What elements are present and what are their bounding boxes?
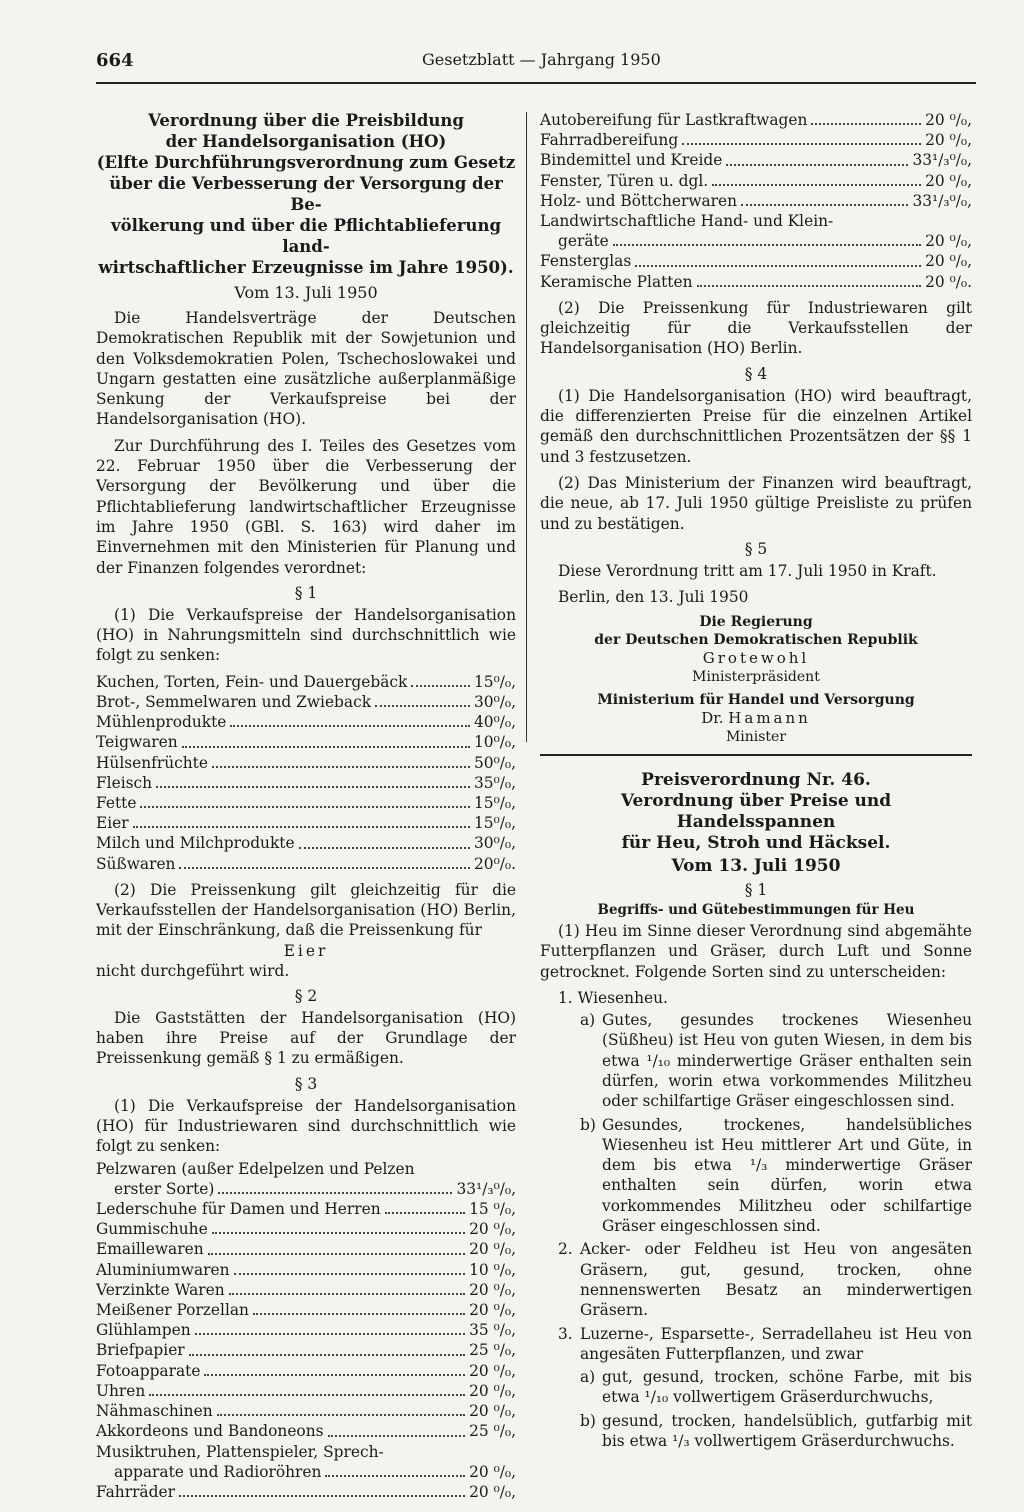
signatory-role: Minister (725, 729, 787, 746)
list-item: Brot-, Semmelwaren und Zwieback 30⁰/₀, (96, 692, 516, 711)
list-item: Aluminiumwaren 10 ⁰/₀, (96, 1260, 516, 1279)
section-heading: § 1 (294, 583, 318, 602)
section-heading: § 4 (744, 364, 768, 383)
signatory-body: der Deutschen Demokratischen Republik (594, 632, 918, 649)
list-item: Musiktruhen, Plattenspieler, Sprech- (96, 1442, 384, 1461)
food-price-list (96, 672, 516, 874)
list-item: Eier 15⁰/₀, (96, 814, 516, 833)
list-item: Verzinkte Waren 20 ⁰/₀, (96, 1280, 516, 1299)
list-item: Emaillewaren 20 ⁰/₀, (96, 1240, 516, 1259)
signatory-name: Grotewohl (702, 649, 810, 668)
section-divider (540, 754, 972, 756)
list-item: Landwirtschaftliche Hand- und Klein- (540, 212, 834, 231)
right-column (540, 110, 972, 747)
list-item: Lederschuhe für Damen und Herren 15 ⁰/₀, (96, 1200, 516, 1219)
list-item: b) Gesundes, trockenes, handelsübliches Wiesenheu ist Heu mittlerer Art und Güte, in dem bis etwa ¹/₃ minderwertige Gräser enthalten sein dürfen, worin etwa vorkommendes Militzheu oder schilfartige Gräser eingeschlossen sind. (580, 1115, 972, 1236)
section-heading: § 2 (294, 986, 318, 1005)
list-item: Fahrradbereifung 20 ⁰/₀, (540, 131, 972, 150)
section-paragraph: (2) Die Preissenkung gilt gleichzeitig für die Verkaufsstellen der Handelsorganisation (HO) Berlin, mit der Einschränkung, daß die Preissenkung für (96, 880, 516, 940)
section-heading: § 5 (744, 539, 768, 558)
list-item: Fenster, Türen u. dgl. 20 ⁰/₀, (540, 171, 972, 190)
preamble-paragraph: Die Handelsverträge der Deutschen Demokratischen Republik mit der Sowjetunion und den Volksdemokratien Polen, Tschechoslowakei und Ungarn gestatten eine zusätzliche außerplanmäßige Senkung der Verkaufspreise bei der Handelsorganisation (HO). (96, 309, 516, 429)
signatory-body: Die Regierung (699, 614, 813, 631)
list-item: Pelzwaren (außer Edelpelzen und Pelzen (96, 1159, 415, 1178)
list-item: Milch und Milchprodukte 30⁰/₀, (96, 834, 516, 853)
place-date: Berlin, den 13. Juli 1950 (558, 588, 749, 607)
list-item: Mühlenprodukte 40⁰/₀, (96, 713, 516, 732)
list-item: Briefpapier 25 ⁰/₀, (96, 1341, 516, 1360)
list-item: Glühlampen 35 ⁰/₀, (96, 1321, 516, 1340)
ordinance-title-line: der Handelsorganisation (HO) (165, 132, 447, 151)
ordinance-title-line: (Elfte Durchführungsverordnung zum Gesetz (96, 153, 516, 172)
list-item: Meißener Porzellan 20 ⁰/₀, (96, 1301, 516, 1320)
list-item: apparate und Radioröhren 20 ⁰/₀, (114, 1462, 516, 1481)
section-paragraph: (2) Die Preissenkung für Industriewaren gilt gleichzeitig für die Verkaufsstellen der Handelsorganisation (HO) Berlin. (540, 298, 972, 358)
list-item: Fahrräder 20 ⁰/₀, (96, 1482, 516, 1501)
list-item: 3. Luzerne-, Esparsette-, Serradellaheu ist Heu von angesäten Futterpflanzen, und zwar (558, 1324, 972, 1363)
list-item: Holz- und Böttcherwaren 33¹/₃⁰/₀, (540, 191, 972, 210)
list-item: Kuchen, Torten, Fein- und Dauergebäck 15⁰/₀, (96, 672, 516, 691)
list-item: Hülsenfrüchte 50⁰/₀, (96, 753, 516, 772)
running-title: Gesetzblatt — Jahrgang 1950 (422, 50, 661, 69)
list-item: Keramische Platten 20 ⁰/₀. (540, 272, 972, 291)
signature-block (540, 613, 972, 747)
list-item: Teigwaren 10⁰/₀, (96, 733, 516, 752)
section-heading: § 3 (294, 1074, 318, 1093)
ordinance-title-line: völkerung und über die Pflichtablieferung land- (111, 216, 501, 256)
section-paragraph: Die Gaststätten der Handelsorganisation (HO) haben ihre Preise auf der Grundlage der Preissenkung gemäß § 1 zu ermäßigen. (96, 1008, 516, 1068)
section-paragraph: (1) Heu im Sinne dieser Verordnung sind abgemähte Futterpflanzen und Gräser, durch Luft und Sonne getrocknet. Folgende Sorten sind zu unterscheiden: (540, 922, 972, 981)
list-item: geräte 20 ⁰/₀, (558, 232, 972, 251)
ordinance-title-line: für Heu, Stroh und Häcksel. (621, 833, 891, 853)
ordinance-date: Vom 13. Juli 1950 (671, 856, 841, 876)
list-item: 2. Acker- oder Feldheu ist Heu von angesäten Gräsern, gut, gesund, trocken, ohne nennenswerten Besatz an minderwertigen Gräsern. (558, 1240, 972, 1320)
section-heading: § 1 (744, 881, 768, 899)
exception-item: Eier (283, 941, 329, 960)
list-item: Fette 15⁰/₀, (96, 793, 516, 812)
list-item: Autobereifung für Lastkraftwagen 20 ⁰/₀, (540, 111, 972, 129)
ordinance-title-line: Verordnung über die Preisbildung (148, 111, 464, 130)
signatory-body: Ministerium für Handel und Versorgung (597, 692, 915, 709)
section-paragraph: (2) Das Ministerium der Finanzen wird beauftragt, die neue, ab 17. Juli 1950 gültige Preisliste zu prüfen und zu bestätigen. (540, 473, 972, 533)
list-item: Uhren 20 ⁰/₀, (96, 1381, 516, 1400)
section-paragraph: Diese Verordnung tritt am 17. Juli 1950 in Kraft. (558, 561, 937, 580)
preamble-paragraph: Zur Durchführung des I. Teiles des Gesetzes vom 22. Februar 1950 über die Verbesserung der Versorgung der Bevölkerung und über die Pflichtablieferung landwirtschaftlicher Erzeugnisse im Jahre 1950 (GBl. S. 163) wird daher im Einvernehmen mit den Ministerien für Planung und der Finanzen folgendes verordnet: (96, 436, 516, 577)
list-item: Bindemittel und Kreide 33¹/₃⁰/₀, (540, 151, 972, 170)
signatory-name: Dr. Hamann (701, 709, 811, 728)
industrial-price-list-continued (540, 110, 972, 292)
list-item: 1. Wiesenheu. (558, 988, 668, 1007)
page-header (96, 48, 976, 84)
list-item: Süßwaren 20⁰/₀. (96, 854, 516, 873)
list-item: Gummischuhe 20 ⁰/₀, (96, 1220, 516, 1239)
list-item: Nähmaschinen 20 ⁰/₀, (96, 1402, 516, 1421)
section-paragraph: nicht durchgeführt wird. (96, 961, 290, 980)
page-number: 664 (96, 50, 134, 71)
section-paragraph: (1) Die Verkaufspreise der Handelsorganisation (HO) für Industriewaren sind durchschnittlich wie folgt zu senken: (96, 1096, 516, 1156)
list-item: Akkordeons und Bandoneons 25 ⁰/₀, (96, 1422, 516, 1441)
left-column (96, 110, 516, 1508)
signatory-role: Ministerpräsident (692, 669, 820, 686)
section-subheading: Begriffs- und Gütebestimmungen für Heu (597, 902, 915, 918)
price-ordinance-46 (540, 770, 972, 1454)
list-item: b) gesund, trocken, handelsüblich, gutfarbig mit bis etwa ¹/₃ vollwertigem Gräserdurchwuchs. (580, 1411, 972, 1451)
ordinance-title-line: Preisverordnung Nr. 46. (641, 770, 871, 790)
list-item: erster Sorte) 33¹/₃⁰/₀, (114, 1179, 516, 1198)
section-paragraph: (1) Die Verkaufspreise der Handelsorganisation (HO) in Nahrungsmitteln sind durchschnittlich wie folgt zu senken: (96, 605, 516, 665)
industrial-price-list (96, 1159, 516, 1502)
ordinance-date: Vom 13. Juli 1950 (234, 283, 378, 302)
list-item: Fleisch 35⁰/₀, (96, 773, 516, 792)
ordinance-title-line: über die Verbesserung der Versorgung der Be- (109, 174, 503, 214)
ordinance-title-line: Verordnung über Preise und Handelsspannen (620, 791, 892, 832)
ordinance-title-line: wirtschaftlicher Erzeugnisse im Jahre 1950). (98, 258, 514, 277)
list-item: Fensterglas 20 ⁰/₀, (540, 252, 972, 271)
section-paragraph: (1) Die Handelsorganisation (HO) wird beauftragt, die differenzierten Preise für die einzelnen Artikel gemäß den durchschnittlichen Prozentsätzen der §§ 1 und 3 festzusetzen. (540, 386, 972, 466)
column-divider (526, 112, 527, 742)
list-item: Fotoapparate 20 ⁰/₀, (96, 1361, 516, 1380)
list-item: a) Gutes, gesundes trockenes Wiesenheu (Süßheu) ist Heu von guten Wiesen, in dem bis etwa ¹/₁₀ minderwertige Gräser enthalten sein dürfen, worin etwa vorkommendes Militzheu oder schilfartige Gräser eingeschlossen sind. (580, 1011, 972, 1111)
list-item: a) gut, gesund, trocken, schöne Farbe, mit bis etwa ¹/₁₀ vollwertigem Gräserdurchwuchs, (580, 1368, 972, 1407)
